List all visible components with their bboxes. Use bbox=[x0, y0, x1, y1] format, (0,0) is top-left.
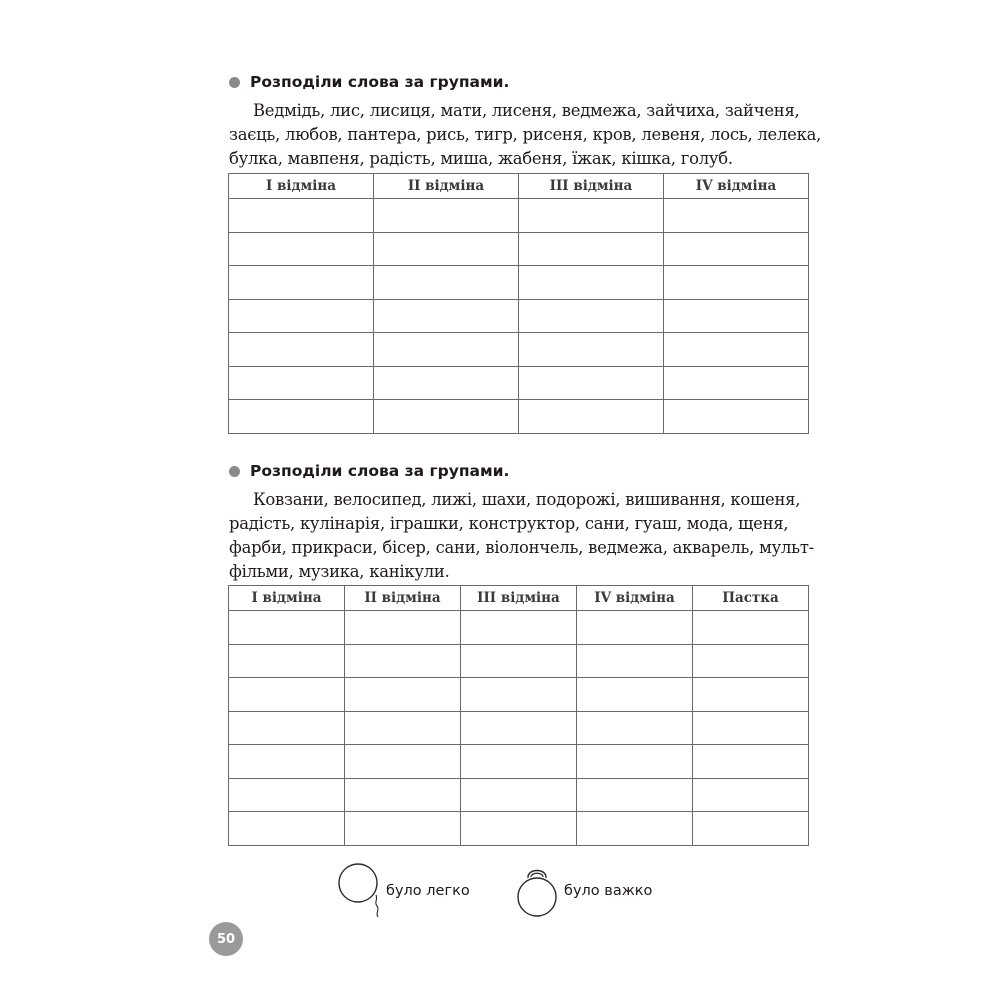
table-row bbox=[229, 745, 809, 779]
answer-cell[interactable] bbox=[345, 711, 461, 745]
feedback-easy-label: було легко bbox=[386, 883, 470, 899]
answer-cell[interactable] bbox=[664, 299, 809, 333]
answer-cell[interactable] bbox=[345, 611, 461, 645]
answer-cell[interactable] bbox=[345, 778, 461, 812]
answer-cell[interactable] bbox=[693, 778, 809, 812]
table-row bbox=[229, 199, 809, 233]
answer-cell[interactable] bbox=[345, 678, 461, 712]
answer-cell[interactable] bbox=[693, 678, 809, 712]
answer-cell[interactable] bbox=[577, 611, 693, 645]
answer-cell[interactable] bbox=[519, 232, 664, 266]
answer-cell[interactable] bbox=[693, 745, 809, 779]
exercise-2-heading-text: Розподіли слова за групами. bbox=[250, 462, 510, 480]
answer-cell[interactable] bbox=[229, 778, 345, 812]
table-row bbox=[229, 299, 809, 333]
word-list-line: радість, кулінарія, іграшки, конструктор, сани, гуаш, мода, щеня, bbox=[229, 514, 789, 533]
answer-cell[interactable] bbox=[374, 199, 519, 233]
answer-cell[interactable] bbox=[664, 400, 809, 434]
answer-cell[interactable] bbox=[229, 333, 374, 367]
table-header-row bbox=[229, 586, 809, 611]
exercise-1-heading bbox=[229, 73, 509, 91]
answer-cell[interactable] bbox=[374, 366, 519, 400]
answer-cell[interactable] bbox=[461, 745, 577, 779]
answer-cell[interactable] bbox=[693, 611, 809, 645]
exercise-1-table bbox=[228, 173, 809, 434]
answer-cell[interactable] bbox=[461, 812, 577, 846]
word-list-line: булка, мавпеня, радість, миша, жабеня, їжак, кішка, голуб. bbox=[229, 149, 733, 168]
answer-cell[interactable] bbox=[519, 400, 664, 434]
feedback-hard[interactable] bbox=[516, 862, 652, 920]
answer-cell[interactable] bbox=[519, 333, 664, 367]
answer-cell[interactable] bbox=[664, 232, 809, 266]
answer-cell[interactable] bbox=[664, 366, 809, 400]
answer-cell[interactable] bbox=[345, 745, 461, 779]
word-list-line: Ковзани, велосипед, лижі, шахи, подорожі, вишивання, кошеня, bbox=[253, 490, 801, 509]
answer-cell[interactable] bbox=[345, 644, 461, 678]
bullet-icon bbox=[229, 466, 240, 477]
column-header-trap: Пастка bbox=[693, 586, 809, 611]
column-header-declension-1: І відміна bbox=[229, 174, 374, 199]
table-row bbox=[229, 711, 809, 745]
answer-cell[interactable] bbox=[345, 812, 461, 846]
answer-cell[interactable] bbox=[229, 812, 345, 846]
column-header-declension-3: ІІІ відміна bbox=[519, 174, 664, 199]
word-list-line: Ведмідь, лис, лисиця, мати, лисеня, ведмежа, зайчиха, зайченя, bbox=[253, 101, 800, 120]
answer-cell[interactable] bbox=[577, 778, 693, 812]
balloon-icon bbox=[338, 862, 382, 920]
column-header-declension-2: ІІ відміна bbox=[374, 174, 519, 199]
table-row bbox=[229, 678, 809, 712]
table-row bbox=[229, 266, 809, 300]
answer-cell[interactable] bbox=[693, 644, 809, 678]
page-number: 50 bbox=[216, 931, 236, 947]
answer-cell[interactable] bbox=[229, 400, 374, 434]
answer-cell[interactable] bbox=[229, 299, 374, 333]
answer-cell[interactable] bbox=[461, 778, 577, 812]
answer-cell[interactable] bbox=[519, 266, 664, 300]
answer-cell[interactable] bbox=[519, 299, 664, 333]
answer-cell[interactable] bbox=[374, 299, 519, 333]
answer-cell[interactable] bbox=[229, 678, 345, 712]
column-header-declension-4: ІV відміна bbox=[664, 174, 809, 199]
answer-cell[interactable] bbox=[229, 232, 374, 266]
bullet-icon bbox=[229, 77, 240, 88]
exercise-1-word-list bbox=[229, 99, 822, 171]
word-list-line: фільми, музика, канікули. bbox=[229, 562, 450, 581]
feedback-easy[interactable] bbox=[338, 862, 470, 920]
exercise-2-table bbox=[228, 585, 809, 846]
table-row bbox=[229, 812, 809, 846]
answer-cell[interactable] bbox=[461, 678, 577, 712]
table-row bbox=[229, 366, 809, 400]
answer-cell[interactable] bbox=[229, 611, 345, 645]
exercise-2-word-list bbox=[229, 488, 814, 584]
answer-cell[interactable] bbox=[461, 711, 577, 745]
column-header-declension-1: І відміна bbox=[229, 586, 345, 611]
exercise-1-heading-text: Розподіли слова за групами. bbox=[250, 73, 510, 91]
table-row bbox=[229, 778, 809, 812]
answer-cell[interactable] bbox=[519, 199, 664, 233]
kettlebell-icon bbox=[516, 862, 560, 920]
answer-cell[interactable] bbox=[229, 711, 345, 745]
feedback-hard-label: було важко bbox=[564, 883, 653, 899]
answer-cell[interactable] bbox=[519, 366, 664, 400]
column-header-declension-2: ІІ відміна bbox=[345, 586, 461, 611]
answer-cell[interactable] bbox=[374, 232, 519, 266]
answer-cell[interactable] bbox=[374, 400, 519, 434]
answer-cell[interactable] bbox=[577, 745, 693, 779]
answer-cell[interactable] bbox=[693, 812, 809, 846]
word-list-line: заєць, любов, пантера, рись, тигр, рисеня, кров, левеня, лось, лелека, bbox=[229, 125, 822, 144]
answer-cell[interactable] bbox=[461, 611, 577, 645]
answer-cell[interactable] bbox=[374, 333, 519, 367]
table-row bbox=[229, 400, 809, 434]
answer-cell[interactable] bbox=[229, 644, 345, 678]
column-header-declension-4: ІV відміна bbox=[577, 586, 693, 611]
column-header-declension-3: ІІІ відміна bbox=[461, 586, 577, 611]
answer-cell[interactable] bbox=[577, 711, 693, 745]
table-header-row bbox=[229, 174, 809, 199]
table-row bbox=[229, 333, 809, 367]
answer-cell[interactable] bbox=[229, 366, 374, 400]
page-number-badge bbox=[209, 922, 243, 956]
answer-cell[interactable] bbox=[229, 745, 345, 779]
answer-cell[interactable] bbox=[229, 266, 374, 300]
answer-cell[interactable] bbox=[693, 711, 809, 745]
answer-cell[interactable] bbox=[577, 644, 693, 678]
word-list-line: фарби, прикраси, бісер, сани, віолончель, ведмежа, акварель, мульт- bbox=[229, 538, 814, 557]
answer-cell[interactable] bbox=[374, 266, 519, 300]
answer-cell[interactable] bbox=[664, 266, 809, 300]
answer-cell[interactable] bbox=[664, 199, 809, 233]
answer-cell[interactable] bbox=[577, 678, 693, 712]
exercise-2-heading bbox=[229, 462, 509, 480]
table-row bbox=[229, 232, 809, 266]
answer-cell[interactable] bbox=[229, 199, 374, 233]
table-row bbox=[229, 611, 809, 645]
table-row bbox=[229, 644, 809, 678]
answer-cell[interactable] bbox=[577, 812, 693, 846]
answer-cell[interactable] bbox=[664, 333, 809, 367]
answer-cell[interactable] bbox=[461, 644, 577, 678]
